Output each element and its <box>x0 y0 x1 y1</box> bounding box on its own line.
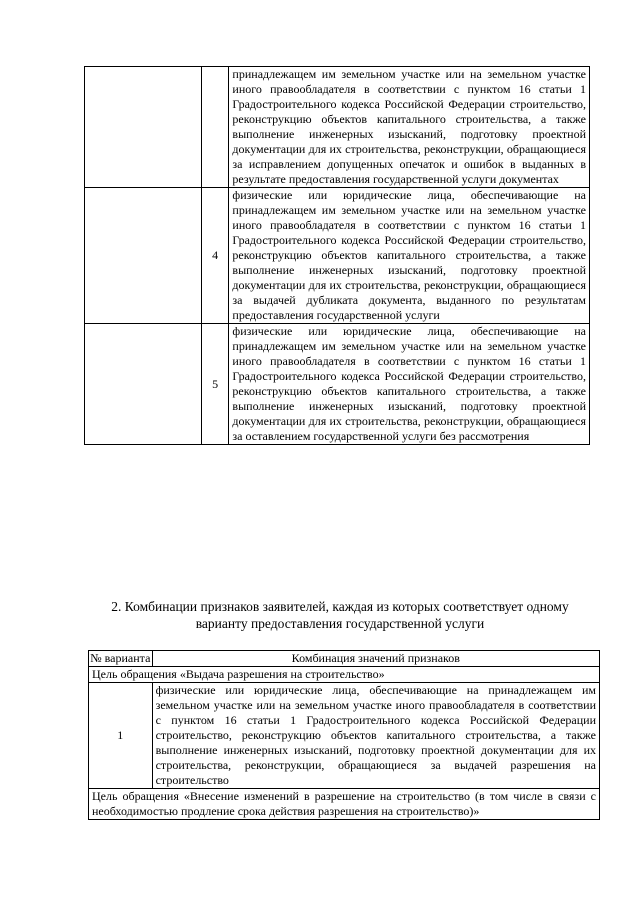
row-text: физические или юридические лица, обеспечивающие на принадлежащем им земельном участке или на земельном участке иного правообладателя в соответствии с пунктом 16 статьи 1 Градостроительного кодекса Российской Федерации строительство, реконструкцию объектов капитального строительства, а также выполнение инженерных изысканий, подготовку проектной документации для их строительства, реконструкции, обращающиеся за оставлением государственной услуги без рассмотрения <box>229 324 590 445</box>
empty-cell <box>85 67 202 188</box>
empty-cell <box>85 188 202 324</box>
table-header-row <box>89 651 600 667</box>
table-row <box>85 67 590 188</box>
empty-cell <box>85 324 202 445</box>
row-number <box>201 67 229 188</box>
header-combination: Комбинация значений признаков <box>152 651 599 667</box>
variant-number: 1 <box>89 683 153 789</box>
table-row <box>85 324 590 445</box>
header-variant-number: № варианта <box>90 651 151 665</box>
table-row <box>85 188 590 324</box>
row-number: 4 <box>201 188 229 324</box>
applicant-combinations-table <box>88 650 600 820</box>
table-row <box>89 683 600 789</box>
variant-text: физические или юридические лица, обеспечивающие на принадлежащем им земельном участке или на земельном участке иного правообладателя в соответствии с пунктом 16 статьи 1 Градостроительного кодекса Российской Федерации строительство, реконструкцию объектов капитального строительства, а также выполнение инженерных изысканий, подготовку проектной документации для их строительства, реконструкции, обращающиеся за выдачей разрешения на строительство <box>152 683 599 789</box>
row-text: принадлежащем им земельном участке или на земельном участке иного правообладателя в соответствии с пунктом 16 статьи 1 Градостроительного кодекса Российской Федерации строительство, реконструкцию объектов капитального строительства, а также выполнение инженерных изысканий, подготовку проектной документации для их строительства, реконструкции, обращающиеся за исправлением допущенных опечаток и ошибок в выданных в результате предоставления государственной услуги документах <box>229 67 590 188</box>
row-number: 5 <box>201 324 229 445</box>
goal-row <box>89 667 600 683</box>
section-heading: 2. Комбинации признаков заявителей, каждая из которых соответствует одному варианту предоставления государственной услуги <box>111 599 569 631</box>
goal-amend-permit: Цель обращения «Внесение изменений в разрешение на строительство (в том числе в связи с необходимостью продление срока действия разрешения на строительство)» <box>89 789 600 820</box>
goal-issue-permit: Цель обращения «Выдача разрешения на строительство» <box>89 667 600 683</box>
goal-row <box>89 789 600 820</box>
row-text: физические или юридические лица, обеспечивающие на принадлежащем им земельном участке или на земельном участке иного правообладателя в соответствии с пунктом 16 статьи 1 Градостроительного кодекса Российской Федерации строительство, реконструкцию объектов капитального строительства, а также выполнение инженерных изысканий, подготовку проектной документации для их строительства, реконструкции, обращающиеся за выдачей дубликата документа, выданного по результатам предоставления государственной услуги <box>229 188 590 324</box>
applicant-criteria-table-continued <box>84 66 590 445</box>
